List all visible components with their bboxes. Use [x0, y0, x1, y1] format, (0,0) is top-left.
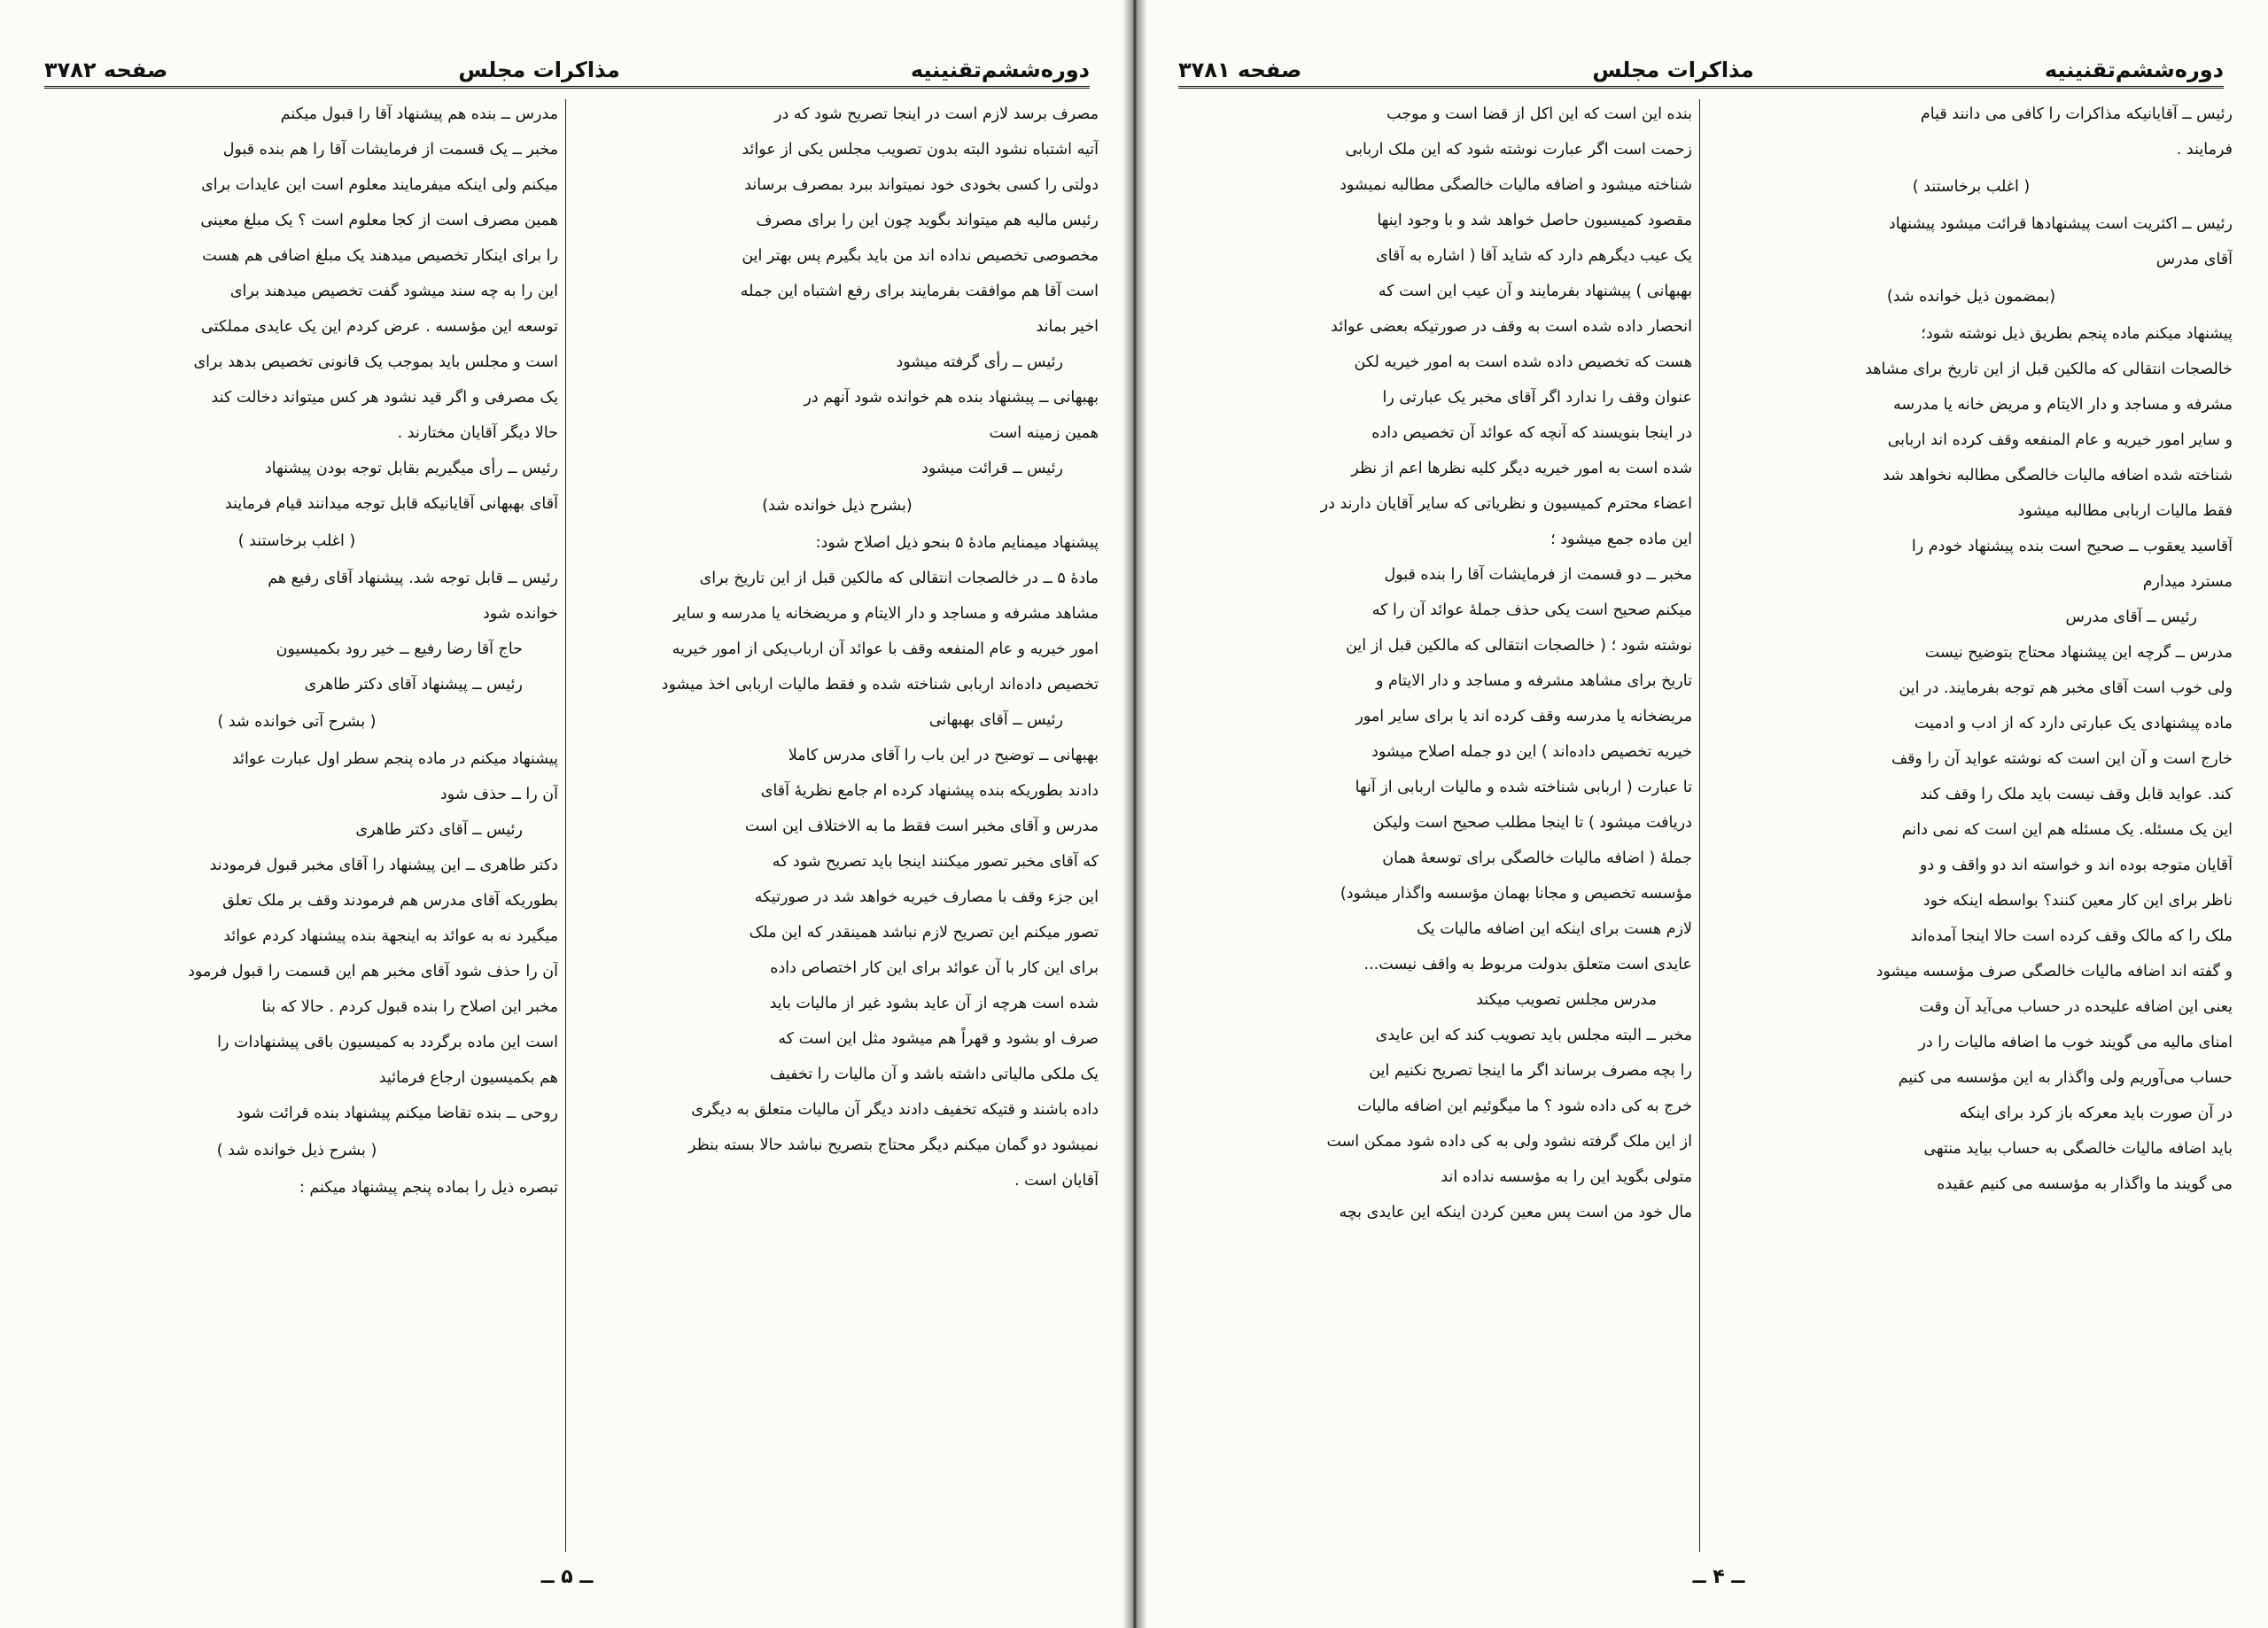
- text-line: همین زمینه است: [989, 424, 1099, 442]
- text-line: شناخته میشود و اضافه مالیات خالصگی مطالبه نمیشود: [1340, 176, 1692, 194]
- text-line: انحصار داده شده است به وقف در صورتیکه بعضی عوائد: [1331, 318, 1692, 336]
- text-line: آقاسید یعقوب ــ صحیح است بنده پیشنهاد خودم را: [1911, 538, 2233, 555]
- text-line: آن را حذف شود آقای مخبر هم این قسمت را قبول فرمود: [188, 963, 558, 981]
- text-line: است آقا هم موافقت بفرمایند برای رفع اشتباه این جمله: [740, 283, 1099, 300]
- text-line: رئیس ــ رأی میگیریم بقابل توجه بودن پیشنهاد: [265, 460, 558, 477]
- text-line: مؤسسه تخصیص و مجانا بهمان مؤسسه واگذار میشود): [1340, 885, 1692, 903]
- text-line: دولتی را کسی بخودی خود نمیتواند ببرد بمصرف برساند: [744, 176, 1099, 194]
- right-page-left-column: [1169, 97, 1692, 1568]
- text-line: که آقای مخبر تصور میکنند اینجا باید تصریح شود که: [772, 853, 1099, 871]
- text-line: رئیس ــ پیشنهاد آقای دکتر طاهری: [304, 676, 523, 694]
- text-line: بهبهانی ــ توضیح در این باب را آقای مدرس کاملا: [788, 747, 1099, 764]
- text-line: فرمایند .: [2176, 141, 2233, 159]
- text-line: هم بکمیسیون ارجاع فرمائید: [378, 1069, 558, 1087]
- text-line: خالصجات انتقالی که مالکین قبل از این تاریخ برای مشاهد: [1865, 360, 2233, 378]
- text-line: ماده پیشنهادی یک عبارتی دارد که از ادب و ادمیت: [1914, 715, 2233, 733]
- right-page-number: ــ ۴ ــ: [1692, 1566, 1745, 1588]
- right-header-page: صفحه ۳۷۸۱: [1178, 58, 1302, 82]
- text-line: نوشته شود ؛ ( خالصجات انتقالی که مالکین قبل از این: [1346, 637, 1692, 655]
- text-line: زحمت است اگر عبارت نوشته شود که این ملک اربابی: [1345, 141, 1692, 159]
- text-line: میکنم ولی اینکه میفرمایند معلوم است این عایدات برای: [201, 176, 558, 194]
- text-line: امور خیریه و عام المنفعه وقف با عوائد آن ارباب‌یکی از امور خیریه: [672, 640, 1099, 658]
- text-line: لازم هست برای اینکه این اضافه مالیات یک: [1417, 920, 1692, 938]
- right-header-title: مذاکرات مجلس: [1592, 58, 1754, 82]
- text-line: دریافت میشود ) تا اینجا مطلب صحیح است ولیکن: [1372, 814, 1692, 832]
- text-line: تاریخ برای مشاهد مشرفه و مساجد و دار الایتام و: [1375, 672, 1692, 690]
- text-line: رئیس ــ آقای بهبهانی: [928, 711, 1063, 729]
- text-line: مسترد میدارم: [2142, 573, 2233, 591]
- text-line: آتیه اشتباه نشود البته بدون تصویب مجلس یکی از عوائد: [742, 141, 1099, 159]
- text-line: را بچه مصرف برساند اگر ما اینجا تصریح نکنیم این: [1369, 1062, 1692, 1080]
- text-line: بطوریکه آقای مدرس هم فرمودند وقف بر ملک تعلق: [222, 892, 558, 910]
- text-line: داده باشند و قتیکه تخفیف دادند دیگر آن مالیات متعلق به دیگری: [691, 1101, 1099, 1119]
- text-line: (بمضمون ذیل خوانده شد): [1886, 288, 2056, 306]
- text-line: رئیس مالیه هم میتواند بگوید چون این را برای مصرف: [756, 212, 1099, 229]
- left-page-left-column: [35, 97, 558, 1568]
- text-line: رئیس ــ قابل توجه شد. پیشنهاد آقای رفیع هم: [268, 570, 558, 587]
- text-line: جملهٔ ( اضافه مالیات خالصگی برای توسعهٔ همان: [1382, 849, 1692, 867]
- text-line: اعضاء محترم کمیسیون و نظریاتی که سایر آقایان دارند در: [1320, 495, 1692, 513]
- text-line: رئیس ــ اکثریت است پیشنهادها قرائت میشود پیشنهاد: [1888, 215, 2233, 233]
- text-line: مشرفه و مساجد و دار الایتام و مریض خانه یا مدرسه: [1893, 396, 2233, 414]
- text-line: بنده این است که این اکل از قضا است و موجب: [1386, 105, 1692, 123]
- text-line: مشاهد مشرفه و مساجد و دار الایتام و مریضخانه یا مدرسه و سایر: [672, 605, 1099, 623]
- left-header-period: دوره‌ششم‌تقنینیه: [910, 58, 1090, 82]
- text-line: رئیس ــ آقایانیکه مذاکرات را کافی می دانند قیام: [1920, 105, 2233, 123]
- left-page-number: ــ ۵ ــ: [540, 1566, 594, 1588]
- text-line: رئیس ــ آقای دکتر طاهری: [355, 821, 523, 839]
- text-line: خارج است و آن این است که نوشته عواید آن را وقف: [1891, 750, 2233, 768]
- text-line: صرف او بشود و قهراً هم میشود مثل این است که: [778, 1030, 1099, 1048]
- text-line: مقصود کمیسیون حاصل خواهد شد و با وجود اینها: [1377, 212, 1692, 229]
- text-line: مخصوصی تخصیص نداده اند من باید بگیرم پس بهتر این: [742, 247, 1099, 265]
- text-line: رئیس ــ رأی گرفته میشود: [896, 353, 1063, 371]
- text-line: این را به چه سند میشود گفت تخصیص میدهند برای: [229, 283, 558, 300]
- text-line: از این ملک گرفته نشود ولی به کی داده شود ممکن است: [1326, 1133, 1692, 1151]
- text-line: رئیس ــ قرائت میشود: [921, 460, 1063, 477]
- text-line: شناخته شده اضافه مالیات خالصگی مطالبه نخواهد شد: [1883, 467, 2233, 485]
- text-line: عایدی است متعلق بدولت مربوط به واقف نیست...: [1363, 956, 1692, 973]
- text-line: مدرس ــ بنده هم پیشنهاد آقا را قبول میکنم: [280, 105, 558, 123]
- right-page-header: [1178, 39, 2224, 89]
- text-line: آقای بهبهانی آقایانیکه قابل توجه میدانند قیام فرمایند: [224, 495, 558, 513]
- text-line: توسعه این مؤسسه . عرض کردم این یک عایدی مملکتی: [201, 318, 558, 336]
- text-line: ناظر برای این کار معین کنند؟ بواسطه اینکه خود: [1922, 892, 2233, 910]
- text-line: هست که تخصیص داده شده است به امور خیریه لکن: [1354, 353, 1692, 371]
- text-line: مدرس مجلس تصویب میکند: [1476, 991, 1657, 1009]
- text-line: در اینجا بنویسند که آنچه که عوائد آن تخصیص داده: [1371, 424, 1692, 442]
- text-line: شده است هرچه از آن عاید بشود غیر از مالیات باید: [769, 995, 1099, 1012]
- text-line: ولی خوب است آقای مخبر هم توجه بفرمایند. در این: [1899, 679, 2233, 697]
- text-line: یک مصرفی و اگر قید نشود هر کس میتواند دخالت کند: [211, 389, 558, 407]
- right-page: [1134, 0, 2268, 1628]
- text-line: اخیر بماند: [1036, 318, 1099, 336]
- text-line: ( بشرح ذیل خوانده شد ): [216, 1142, 377, 1159]
- text-line: عنوان وقف را ندارد اگر آقای مخبر یک عبارتی را: [1382, 389, 1692, 407]
- text-line: آقای مدرس: [2155, 251, 2233, 268]
- book-spine-gutter: [1123, 0, 1146, 1628]
- text-line: (بشرح ذیل خوانده شد): [762, 497, 913, 515]
- text-line: تبصره ذیل را بماده پنجم پیشنهاد میکنم :: [299, 1179, 558, 1197]
- text-line: حساب می‌آوریم ولی واگذار به این مؤسسه می کنیم: [1898, 1069, 2233, 1087]
- text-line: بهبهانی ) پیشنهاد بفرمایند و آن عیب این است که: [1378, 283, 1692, 300]
- text-line: یعنی این اضافه علیحده در حساب می‌آید آن وقت: [1919, 998, 2233, 1016]
- text-line: شده است به امور خیریه دیگر کلیه نظرها اعم از نظر: [1351, 460, 1692, 477]
- text-line: روحی ــ بنده تقاضا میکنم پیشنهاد بنده قرائت شود: [236, 1105, 558, 1122]
- left-page-header: [44, 39, 1090, 89]
- text-line: ملک را که مالک وقف کرده است حالا اینجا آمده‌اند: [1910, 927, 2233, 945]
- text-line: و گفته اند اضافه مالیات خالصگی صرف مؤسسه میشود: [1876, 963, 2233, 981]
- text-line: ( بشرح آتی خوانده شد ): [217, 713, 377, 731]
- text-line: مال خود من است پس معین کردن اینکه این عایدی بچه: [1339, 1204, 1692, 1221]
- text-line: خرج به کی داده شود ؟ ما میگوئیم این اضافه مالیات: [1357, 1097, 1692, 1115]
- text-line: این جزء وقف با مصارف خیریه خواهد شد در صورتیکه: [754, 888, 1099, 906]
- text-line: مخبر این اصلاح را بنده قبول کردم . حالا که بنا: [261, 998, 558, 1016]
- text-line: مخبر ــ البته مجلس باید تصویب کند که این عایدی: [1375, 1027, 1692, 1044]
- text-line: مخبر ــ یک قسمت از فرمایشات آقا را هم بنده قبول: [222, 141, 558, 159]
- text-line: حالا دیگر آقایان مختارند .: [397, 424, 558, 442]
- text-line: تخصیص داده‌اند اربابی شناخته شده و فقط مالیات اربابی اخذ میشود: [661, 676, 1099, 694]
- text-line: حاج آقا رضا رفیع ــ خیر رود بکمیسیون: [276, 640, 523, 658]
- text-line: دادند بطوریکه بنده پیشنهاد کرده ام جامع نظریهٔ آقای: [760, 782, 1099, 800]
- text-line: کند. عواید قابل وقف نیست باید ملک را وقف کند: [1920, 786, 2233, 803]
- text-line: امنای مالیه می گویند خوب ما اضافه مالیات را در: [1918, 1034, 2233, 1051]
- text-line: بهبهانی ــ پیشنهاد بنده هم خوانده شود آنهم در: [804, 389, 1099, 407]
- text-line: ( اغلب برخاستند ): [237, 532, 356, 550]
- text-line: تا عبارت ( اربابی شناخته شده و مالیات اربابی از آنها: [1355, 779, 1692, 796]
- text-line: است این ماده برگردد به کمیسیون باقی پیشنهادات را: [217, 1034, 558, 1051]
- text-line: این ماده جمع میشود ؛: [1550, 531, 1692, 548]
- text-line: فقط مالیات اربابی مطالبه میشود: [2017, 502, 2233, 520]
- text-line: یک ملکی مالیاتی داشته باشد و آن مالیات را تخفیف: [769, 1066, 1099, 1083]
- text-line: است و مجلس باید بموجب یک قانونی تخصیص بدهد برای: [193, 353, 558, 371]
- text-line: پیشنهاد میمنایم مادهٔ ۵ بنحو ذیل اصلاح شود:: [815, 534, 1099, 552]
- text-line: می گویند ما واگذار به مؤسسه می کنیم عقیده: [1937, 1175, 2233, 1193]
- text-line: میکنم صحیح است یکی حذف جملهٔ عوائد آن را که: [1371, 601, 1692, 619]
- left-page-right-column: [576, 97, 1099, 1568]
- text-line: آقایان است .: [1014, 1172, 1099, 1190]
- text-line: این یک مسئله. یک مسئله هم این است که نمی دانم: [1901, 821, 2233, 839]
- left-header-title: مذاکرات مجلس: [458, 58, 620, 82]
- text-line: پیشنهاد میکنم ماده پنجم بطریق ذیل نوشته شود؛: [1921, 325, 2233, 343]
- text-line: برای این کار با آن عوائد برای این کار اختصاص داده: [770, 959, 1099, 977]
- text-line: یک عیب دیگرهم دارد که شاید آقا ( اشاره به آقای: [1376, 247, 1692, 265]
- column-divider: [565, 99, 566, 1552]
- text-line: میگیرد نه به عوائد به اینجهة بنده پیشنهاد کردم عوائد: [223, 927, 558, 945]
- text-line: آقایان متوجه بوده اند و خواسته اند دو واقف و دو: [1919, 857, 2233, 874]
- text-line: مدرس ــ گرچه این پیشنهاد محتاج بتوضیح نیست: [1924, 644, 2233, 662]
- text-line: نمیشود دو گمان میکنم دیگر محتاج بتصریح نباشد حالا بسته بنظر: [688, 1136, 1099, 1154]
- text-line: مصرف برسد لازم است در اینجا تصریح شود که در: [774, 105, 1099, 123]
- text-line: ( اغلب برخاستند ): [1912, 178, 2031, 196]
- text-line: رئیس ــ آقای مدرس: [2065, 609, 2197, 626]
- text-line: باید اضافه مالیات خالصگی به حساب بیاید منتهی: [1923, 1140, 2233, 1158]
- text-line: مادهٔ ۵ ــ در خالصجات انتقالی که مالکین قبل از این تاریخ برای: [699, 570, 1099, 587]
- text-line: در آن صورت باید معرکه باز کرد برای اینکه: [1959, 1105, 2233, 1122]
- text-line: مخبر ــ دو قسمت از فرمایشات آقا را بنده قبول: [1384, 566, 1692, 584]
- text-line: و سایر امور خیریه و عام المنفعه وقف کرده اند اربابی: [1887, 431, 2233, 449]
- text-line: خوانده شود: [482, 605, 558, 623]
- right-header-period: دوره‌ششم‌تقنینیه: [2044, 58, 2224, 82]
- text-line: پیشنهاد میکنم در ماده پنجم سطر اول عبارت عوائد: [231, 750, 558, 768]
- text-line: مریضخانه یا مدرسه وقف کرده اند یا برای سایر امور: [1355, 708, 1692, 725]
- text-line: متولی بگوید این را به مؤسسه نداده اند: [1441, 1168, 1692, 1186]
- text-line: را برای اینکار تخصیص میدهند یک مبلغ اضافی هم هست: [202, 247, 558, 265]
- text-line: خیریه تخصیص داده‌اند ) این دو جمله اصلاح میشود: [1371, 743, 1692, 761]
- column-divider: [1699, 99, 1700, 1552]
- text-line: مدرس و آقای مخبر است فقط ما به الاختلاف این است: [744, 818, 1099, 835]
- right-page-right-column: [1710, 97, 2233, 1568]
- text-line: دکتر طاهری ــ این پیشنهاد را آقای مخبر قبول فرمودند: [209, 857, 558, 874]
- text-line: آن را ــ حذف شود: [439, 786, 558, 803]
- text-line: تصور میکنم این تصریح لازم نباشد همینقدر که این ملک: [749, 924, 1099, 942]
- left-header-page: صفحه ۳۷۸۲: [44, 58, 168, 82]
- text-line: همین مصرف است از کجا معلوم است ؟ یک مبلغ معینی: [200, 212, 558, 229]
